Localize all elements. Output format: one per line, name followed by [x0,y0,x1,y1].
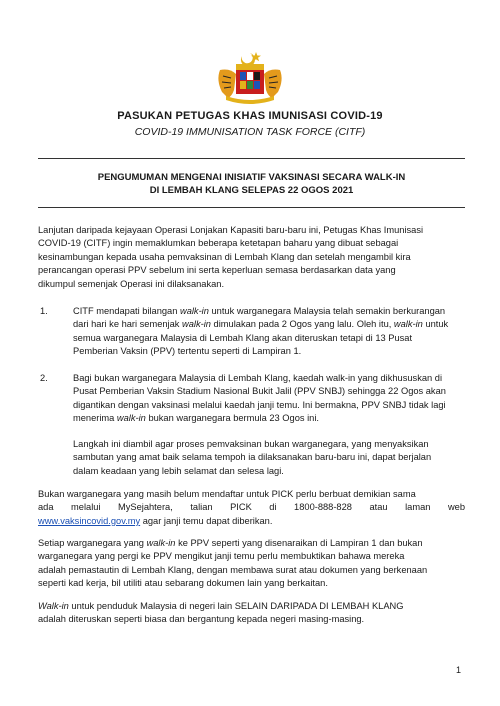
paragraph-line: warganegara yang pergi ke PPV mengikut janji temu perlu membuktikan bahawa mereka [38,551,405,562]
list-item-2-continuation [38,438,465,480]
page-number: 1 [456,665,462,675]
paragraph-line: www.vaksincovid.gov.my agar janji temu dapat diberikan. [38,515,273,526]
announcement-heading [38,171,465,197]
list-item-body [73,372,465,426]
intro-line: dikumpul semenjak Operasi ini dilaksanakan. [38,278,225,289]
item-line: digantikan dengan vaksinasi melalui kaedah janji temu. Ini bermakna, PPV SNBJ tidak lagi [73,399,446,410]
vaksincovid-link[interactable]: www.vaksincovid.gov.my [38,515,141,526]
list-item-body [73,438,465,478]
list-number: 2. [40,373,48,383]
paragraph-line: ada melalui MySejahtera, talian PICK di 1800-888-828 atau laman web [38,502,465,513]
item-line: semua warganegara Malaysia di Lembah Klang akan diteruskan tetapi di 13 Pusat [73,332,413,343]
paragraph-line: seperti kad kerja, bil utiliti atau sebarang dokumen lain yang berkaitan. [38,578,328,589]
item-line: Bagi bukan warganegara Malaysia di Lembah Klang, kaedah walk-in yang dikhususkan di [73,373,443,383]
item-line: Langkah ini diambil agar proses pemvaksinan bukan warganegara, yang menyaksikan [73,439,429,449]
item-line: menerima walk-in bukan warganegara bermula 23 Ogos ini. [73,413,319,424]
list-item-1 [38,305,465,365]
announcement-line-2: DI LEMBAH KLANG SELEPAS 22 OGOS 2021 [149,185,354,196]
item-line: Pusat Pemberian Vaksin Stadium Nasional Bukit Jalil (PPV SNBJ) sehingga 22 Ogos akan [73,386,446,397]
other-states-paragraph [38,600,465,627]
pick-registration-paragraph [38,488,465,528]
item-line: sambutan yang amat baik selama tempoh ia dilaksanakan baru-baru ini, dapat berjalan [73,452,432,463]
malaysia-coat-of-arms-icon [212,50,288,104]
item-line: dari hari ke hari semenjak walk-in dimulakan pada 2 Ogos yang lalu. Oleh itu, walk-in untuk [73,319,449,330]
item-line: Pemberian Vaksin (PPV) tertentu seperti di Lampiran 1. [73,346,302,357]
paragraph-line: Bukan warganegara yang masih belum mendaftar untuk PICK perlu berbuat demikian sama [38,489,416,499]
item-line: dalam keadaan yang lebih selamat dan selesa lagi. [73,465,284,476]
intro-line: kesinambungan kepada usaha pemvaksinan di Lembah Klang dan setelah mengambil kira [38,251,411,262]
announcement-line-1: PENGUMUMAN MENGENAI INISIATIF VAKSINASI SECARA WALK-IN [97,172,406,183]
intro-line: COVID-19 (CITF) ingin memaklumkan beberapa ketetapan baharu yang dibuat sebagai [38,238,399,249]
divider-top [38,158,465,159]
intro-line: perancangan operasi PPV sebelum ini serta keperluan semasa berdasarkan data yang [38,265,396,276]
intro-line: Lanjutan daripada kejayaan Operasi Lonjakan Kapasiti baru-baru ini, Petugas Khas Imunisasi [38,225,424,235]
divider-bottom [38,207,465,208]
list-item-2 [38,372,465,432]
organization-subtitle: COVID-19 IMMUNISATION TASK FORCE (CITF) [134,126,366,138]
paragraph-line: adalah diteruskan seperti biasa dan bergantung kepada negeri masing-masing. [38,614,365,625]
list-number: 1. [40,306,48,316]
proof-of-residence-paragraph [38,537,465,591]
paragraph-line: Walk-in untuk penduduk Malaysia di negeri lain SELAIN DARIPADA DI LEMBAH KLANG [38,601,404,611]
item-line: CITF mendapati bilangan walk-in untuk warganegara Malaysia telah semakin berkurangan [73,306,446,316]
paragraph-line: adalah pemastautin di Lembah Klang, dengan membawa surat atau dokumen yang berkenaan [38,564,428,575]
paragraph-line: Setiap warganegara yang walk-in ke PPV seperti yang disenaraikan di Lampiran 1 dan bukan [38,538,423,548]
intro-paragraph [38,224,465,291]
list-item-body [73,305,465,359]
organization-title: PASUKAN PETUGAS KHAS IMUNISASI COVID-19 [117,110,383,122]
